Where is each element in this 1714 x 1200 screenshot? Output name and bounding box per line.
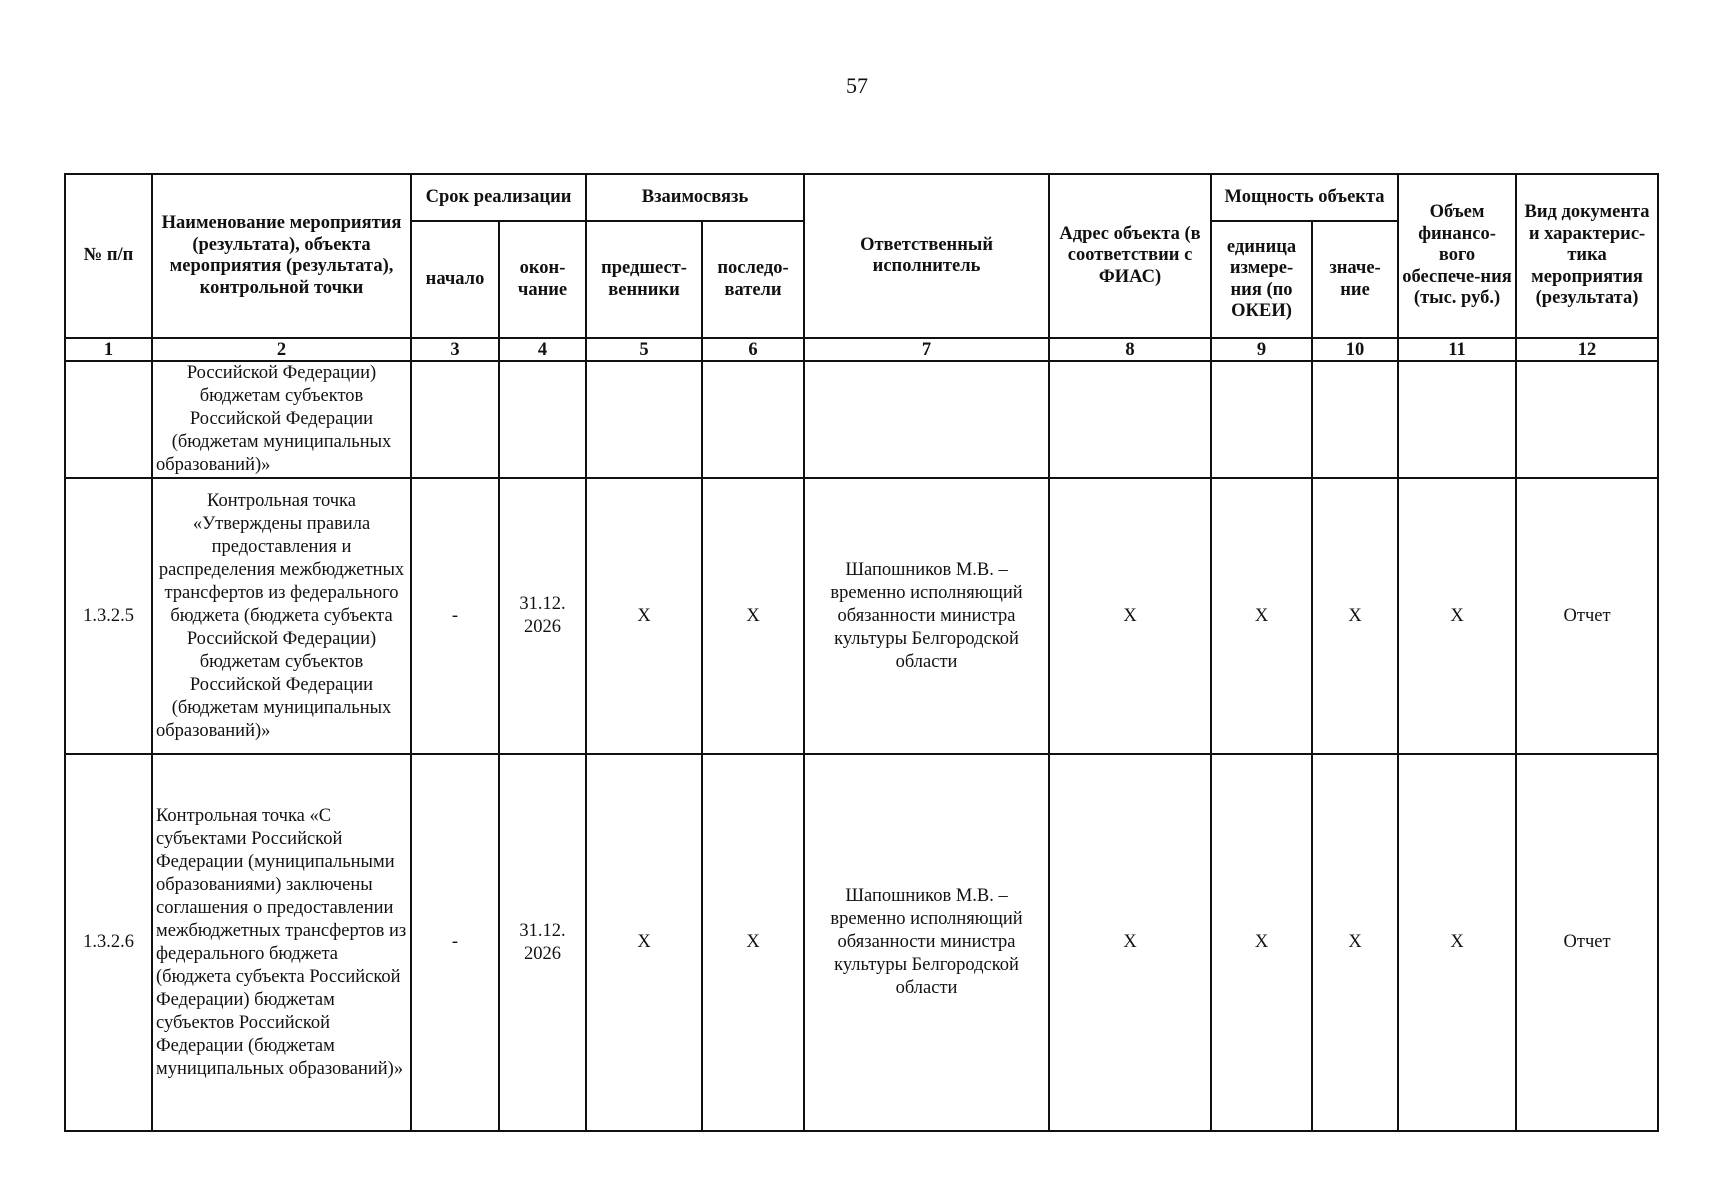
row-prev: Х: [586, 754, 702, 1131]
row-start: -: [411, 754, 499, 1131]
header-relation-next: последо-ватели: [702, 221, 804, 338]
header-term-start: начало: [411, 221, 499, 338]
row-end: 31.12. 2026: [499, 478, 586, 754]
table-row: [65, 361, 1658, 478]
row-prev: [586, 361, 702, 478]
row-unit: Х: [1211, 478, 1312, 754]
header-num: № п/п: [65, 174, 152, 338]
header-name: Наименование мероприятия (результата), объекта мероприятия (результата), контрольной точки: [152, 174, 411, 338]
row-unit: Х: [1211, 754, 1312, 1131]
row-start: -: [411, 478, 499, 754]
page-number: 57: [846, 73, 868, 98]
row-next: Х: [702, 478, 804, 754]
column-number: 10: [1312, 338, 1398, 361]
row-unit: [1211, 361, 1312, 478]
row-start: [411, 361, 499, 478]
row-end: 31.12. 2026: [499, 754, 586, 1131]
row-address: [1049, 361, 1211, 478]
row-responsible: [804, 361, 1049, 478]
row-next: [702, 361, 804, 478]
column-number: 5: [586, 338, 702, 361]
column-number-row: [65, 338, 1658, 361]
column-number: 9: [1211, 338, 1312, 361]
column-number: 4: [499, 338, 586, 361]
column-number: 3: [411, 338, 499, 361]
header-term: Срок реализации: [411, 174, 586, 221]
row-num: [65, 361, 152, 478]
row-finance: Х: [1398, 754, 1516, 1131]
header-relation-prev: предшест-венники: [586, 221, 702, 338]
row-responsible: Шапошников М.В. – временно исполняющий обязанности министра культуры Белгородской области: [804, 754, 1049, 1131]
row-doc: Отчет: [1516, 478, 1658, 754]
row-next: Х: [702, 754, 804, 1131]
header-responsible: Ответственный исполнитель: [804, 174, 1049, 338]
column-number: 6: [702, 338, 804, 361]
row-finance: [1398, 361, 1516, 478]
table-row: [65, 478, 1658, 754]
row-value: Х: [1312, 478, 1398, 754]
header-address: Адрес объекта (в соответствии с ФИАС): [1049, 174, 1211, 338]
row-responsible: Шапошников М.В. – временно исполняющий обязанности министра культуры Белгородской области: [804, 478, 1049, 754]
header-capacity-unit: единица измере-ния (по ОКЕИ): [1211, 221, 1312, 338]
header-doc: Вид документа и характерис-тика мероприятия (результата): [1516, 174, 1658, 338]
activity-plan-table: [64, 173, 1659, 1132]
row-num: 1.3.2.5: [65, 478, 152, 754]
row-prev: Х: [586, 478, 702, 754]
column-number: 8: [1049, 338, 1211, 361]
header-finance: Объем финансо-вого обеспече-ния (тыс. руб.): [1398, 174, 1516, 338]
row-name: Российской Федерации) бюджетам субъектов Российской Федерации (бюджетам муниципальных образований)»: [152, 361, 411, 478]
header-row-top: [65, 174, 1658, 221]
row-name: Контрольная точка «С субъектами Российской Федерации (муниципальными образованиями) заключены соглашения о предоставлении межбюджетных трансфертов из федерального бюджета (бюджета субъекта Российской Федерации) бюджетам субъектов Российской Федерации (бюджетам муниципальных образований)»: [152, 754, 411, 1131]
row-end: [499, 361, 586, 478]
table-row: [65, 754, 1658, 1131]
row-name: Контрольная точка «Утверждены правила предоставления и распределения межбюджетных трансфертов из федерального бюджета (бюджета субъекта Российской Федерации) бюджетам субъектов Российской Федерации (бюджетам муниципальных образований)»: [152, 478, 411, 754]
column-number: 2: [152, 338, 411, 361]
row-address: Х: [1049, 478, 1211, 754]
row-finance: Х: [1398, 478, 1516, 754]
row-address: Х: [1049, 754, 1211, 1131]
header-term-end: окон-чание: [499, 221, 586, 338]
row-value: Х: [1312, 754, 1398, 1131]
row-value: [1312, 361, 1398, 478]
column-number: 11: [1398, 338, 1516, 361]
row-num: 1.3.2.6: [65, 754, 152, 1131]
header-capacity-value: значе-ние: [1312, 221, 1398, 338]
column-number: 1: [65, 338, 152, 361]
column-number: 7: [804, 338, 1049, 361]
row-doc: [1516, 361, 1658, 478]
header-capacity: Мощность объекта: [1211, 174, 1398, 221]
row-doc: Отчет: [1516, 754, 1658, 1131]
header-relation: Взаимосвязь: [586, 174, 804, 221]
column-number: 12: [1516, 338, 1658, 361]
